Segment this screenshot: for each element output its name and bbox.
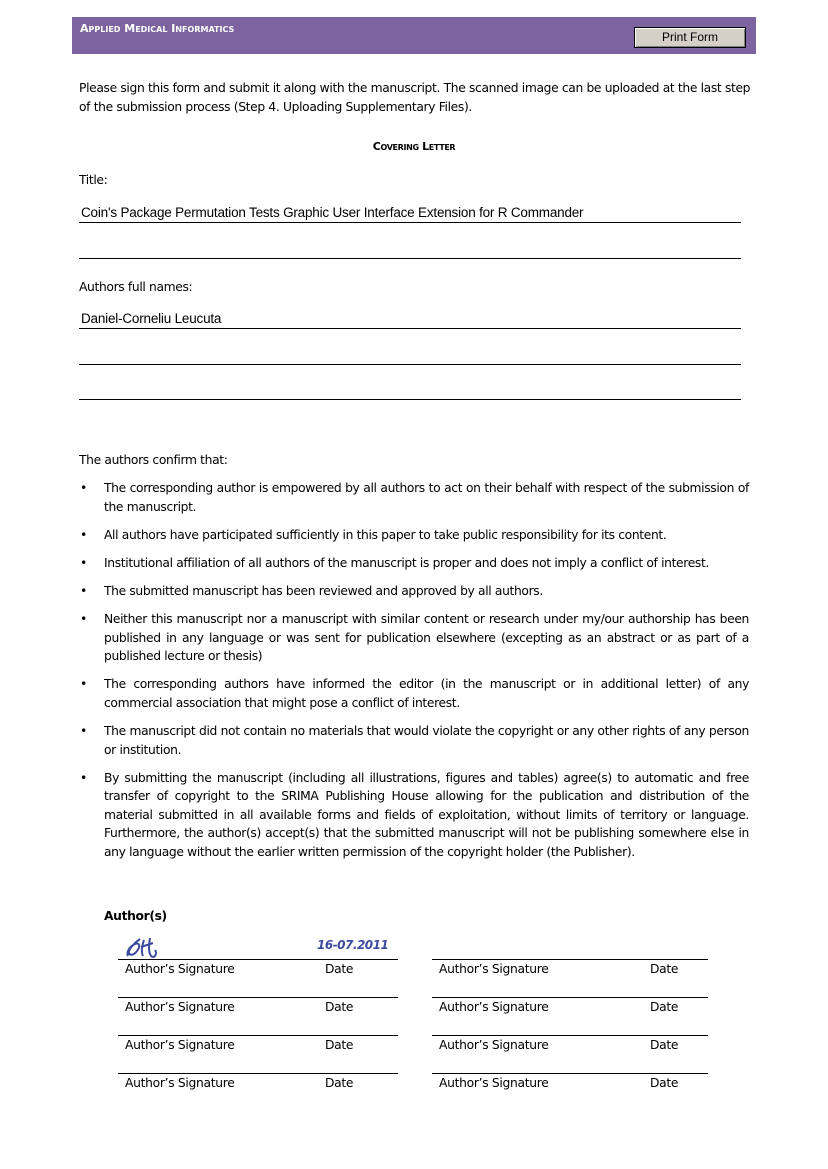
- list-item: [79, 722, 749, 759]
- confirmation-list: [79, 479, 749, 871]
- list-item: [79, 675, 749, 712]
- bullet-icon: •: [80, 583, 87, 598]
- signature-row[interactable]: [118, 959, 398, 982]
- list-item: [79, 526, 749, 545]
- page-title: Covering Letter: [372, 140, 456, 153]
- date-label: Date: [325, 1000, 354, 1014]
- confirmation-text: The corresponding author is empowered by all authors to act on their behalf with respect of the submission of the manuscript.: [104, 481, 749, 514]
- signature-row[interactable]: [432, 959, 708, 982]
- confirm-intro: The authors confirm that:: [79, 453, 228, 467]
- date-label: Date: [650, 962, 679, 976]
- bullet-icon: •: [80, 611, 87, 626]
- authors-field-line-2[interactable]: [79, 346, 741, 365]
- signature-label: Author’s Signature: [439, 962, 549, 976]
- signature-label: Author’s Signature: [125, 1000, 235, 1014]
- signature-row[interactable]: [118, 1035, 398, 1058]
- confirmation-text: Neither this manuscript nor a manuscript with similar content or research under my/our authorship has been published in any language or was sent for publication elsewhere (excepting as an abstract or as part of a published lecture or thesis): [104, 611, 749, 664]
- title-field-line-2[interactable]: [79, 240, 741, 259]
- date-label: Date: [325, 962, 354, 976]
- signature-label: Author’s Signature: [125, 962, 235, 976]
- confirmation-text: All authors have participated sufficiently in this paper to take public responsibility for its content.: [104, 527, 667, 542]
- bullet-icon: •: [80, 677, 87, 692]
- print-form-button[interactable]: Print Form: [634, 27, 746, 48]
- confirmation-text: The manuscript did not contain no materials that would violate the copyright or any other rights of any person or institution.: [104, 723, 749, 757]
- date-label: Date: [650, 1038, 679, 1052]
- title-label: Title:: [79, 173, 108, 187]
- list-item: [79, 769, 749, 862]
- bullet-icon: •: [80, 527, 87, 542]
- list-item: [79, 582, 749, 601]
- signature-label: Author’s Signature: [125, 1076, 235, 1090]
- intro-text: Please sign this form and submit it along with the manuscript. The scanned image can be uploaded at the last step of the submission process (Step 4. Uploading Supplementary Files).: [79, 81, 751, 114]
- handwritten-date: 16-07.2011: [317, 938, 389, 952]
- signature-row[interactable]: [118, 1073, 398, 1096]
- confirmation-text: The corresponding authors have informed the editor (in the manuscript or in additional letter) of any commercial association that might pose a conflict of interest.: [104, 677, 749, 710]
- journal-header: [72, 17, 756, 54]
- bullet-icon: •: [80, 770, 87, 785]
- authors-field-line-1[interactable]: [79, 310, 741, 329]
- bullet-icon: •: [80, 481, 87, 495]
- date-label: Date: [325, 1038, 354, 1052]
- signature-row[interactable]: [432, 1035, 708, 1058]
- title-value: Coin's Package Permutation Tests Graphic User Interface Extension for R Commander: [81, 205, 584, 220]
- signature-row[interactable]: [432, 997, 708, 1020]
- signature-label: Author’s Signature: [439, 1000, 549, 1014]
- list-item: [79, 479, 749, 516]
- authors-field-line-3[interactable]: [79, 381, 741, 400]
- list-item: [79, 610, 749, 666]
- confirmation-text: Institutional affiliation of all authors of the manuscript is proper and does not imply a conflict of interest.: [104, 555, 710, 570]
- confirmation-text: By submitting the manuscript (including all illustrations, figures and tables) agree(s) to automatic and free transfer of copyright to the SRIMA Publishing House allowing for the publication and distribution of the material submitted in all available forms and fields of exploitation, without limits of territory or language. Furthermore, the author(s) accept(s) that the submitted manuscript will not be publishing somewhere else in any language without the earlier written permission of the copyright holder (the Publisher).: [104, 770, 749, 859]
- confirmation-text: The submitted manuscript has been reviewed and approved by all authors.: [104, 583, 543, 598]
- handwritten-signature-icon: [124, 934, 168, 960]
- list-item: [79, 554, 749, 573]
- bullet-icon: •: [80, 723, 87, 738]
- signature-label: Author’s Signature: [439, 1038, 549, 1052]
- journal-title: Applied Medical Informatics: [80, 22, 235, 35]
- authors-section-label: Author(s): [104, 909, 167, 923]
- authors-value: Daniel-Corneliu Leucuta: [81, 311, 222, 326]
- signature-label: Author’s Signature: [439, 1076, 549, 1090]
- authors-names-label: Authors full names:: [79, 280, 193, 294]
- date-label: Date: [325, 1076, 354, 1090]
- date-label: Date: [650, 1076, 679, 1090]
- date-label: Date: [650, 1000, 679, 1014]
- signature-row[interactable]: [432, 1073, 708, 1096]
- signature-label: Author’s Signature: [125, 1038, 235, 1052]
- title-field-line-1[interactable]: [79, 204, 741, 223]
- bullet-icon: •: [80, 555, 87, 570]
- signature-row[interactable]: [118, 997, 398, 1020]
